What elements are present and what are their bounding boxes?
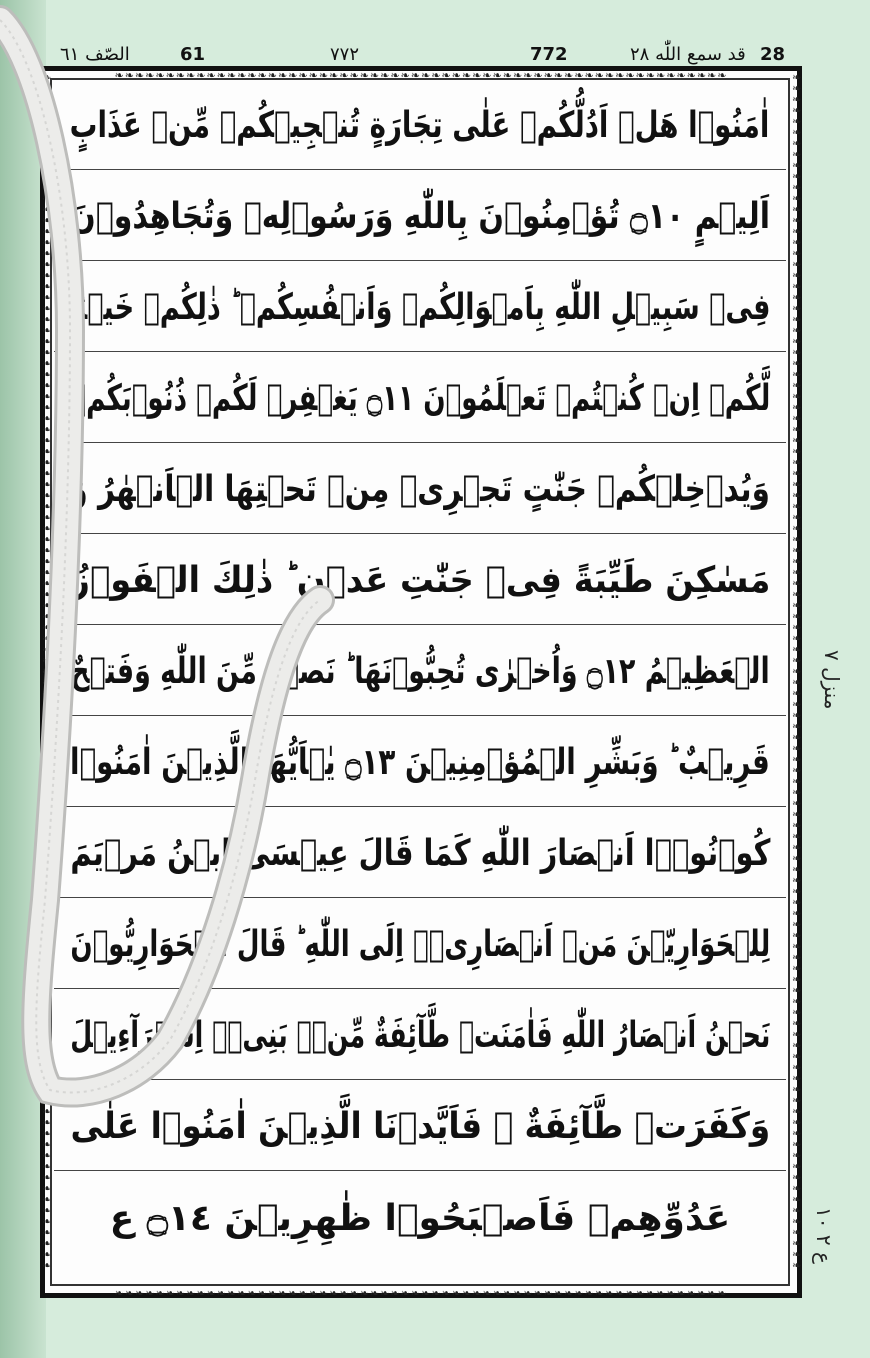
text-line (54, 264, 786, 352)
line-text: لِلۡحَوَارِيّٖنَ مَنۡ اَنۡصَارِىۡۤ اِلَى اللّٰهِ ؕ قَالَ الۡحَوَارِيُّوۡنَ (70, 924, 770, 965)
line-text: فِىۡ سَبِيۡلِ اللّٰهِ بِاَمۡوَالِكُمۡ وَاَنۡفُسِكُمۡ ؕ ذٰلِكُمۡ خَيۡرٌ (69, 287, 771, 328)
header-surah-name: الصّف ٦١ (60, 44, 130, 65)
line-text: قَرِيۡبٌ ؕ وَبَشِّرِ الۡمُؤۡمِنِيۡنَ ۝١٣ يٰۤاَيُّهَا الَّذِيۡنَ اٰمَنُوۡا (70, 742, 770, 783)
header-juz-name: قد سمع اللّٰه ٢٨ (630, 44, 746, 65)
manzil-marker: منزل ۷ (820, 650, 844, 710)
border-ornament-right: ❧❧❧❧❧❧❧❧❧❧❧❧❧❧❧❧❧❧❧❧❧❧❧❧❧❧❧❧❧❧❧❧❧❧❧❧❧❧❧❧❧❧❧❧❧❧❧❧❧❧❧❧❧❧❧❧❧❧❧❧❧❧❧❧❧❧❧❧❧❧❧❧❧❧❧❧❧❧❧❧❧❧❧❧❧❧❧❧❧❧❧❧❧❧❧❧❧❧❧❧❧❧❧❧❧❧❧❧❧ (792, 71, 802, 1272)
line-text: الۡعَظِيۡمُ ۝١٢ وَاُخۡرٰى تُحِبُّوۡنَهَا ؕ نَصۡرٌ مِّنَ اللّٰهِ وَفَتۡحٌ (70, 651, 770, 692)
border-ornament-top: ❧❧❧❧❧❧❧❧❧❧❧❧❧❧❧❧❧❧❧❧❧❧❧❧❧❧❧❧❧❧❧❧❧❧❧❧❧❧❧❧❧❧❧❧❧❧❧❧❧❧❧❧❧❧❧❧❧❧❧❧ (114, 69, 728, 82)
line-text: وَيُدۡخِلۡكُمۡ جَنّٰتٍ تَجۡرِىۡ مِنۡ تَحۡتِهَا الۡاَنۡهٰرُ وَ (69, 469, 771, 510)
ruku-marker: ع ۲ ۱۰ (812, 1206, 836, 1264)
text-line (54, 1083, 786, 1171)
line-text: اَلِيۡمٍ ۝١٠ تُؤۡمِنُوۡنَ بِاللّٰهِ وَرَسُوۡلِهٖ وَتُجَاهِدُوۡنَ (70, 196, 770, 237)
line-text: مَسٰكِنَ طَيِّبَةً فِىۡ جَنّٰتِ عَدۡنٍ ؕ ذٰلِكَ الۡفَوۡزُ (70, 560, 770, 601)
border-ornament-bottom: ❧❧❧❧❧❧❧❧❧❧❧❧❧❧❧❧❧❧❧❧❧❧❧❧❧❧❧❧❧❧❧❧❧❧❧❧❧❧❧❧❧❧❧❧❧❧❧❧❧❧❧❧❧❧❧❧❧❧❧❧ (114, 1287, 728, 1300)
header-surah-number: 61 (180, 44, 206, 65)
text-line (54, 810, 786, 898)
line-text: وَكَفَرَتۡ طَّآئِفَةٌ ۚ فَاَيَّدۡنَا الَّذِيۡنَ اٰمَنُوۡا عَلٰى (70, 1106, 770, 1147)
text-line (54, 173, 786, 261)
header-page-arabic: ۷۷۲ (330, 44, 360, 65)
header-page-number: 772 (530, 44, 568, 65)
text-line (54, 537, 786, 625)
text-line (54, 82, 786, 170)
line-text: كُوۡنُوۡۤا اَنۡصَارَ اللّٰهِ كَمَا قَالَ عِيۡسَى ابۡنُ مَرۡيَمَ (70, 833, 770, 874)
line-text: اٰمَنُوۡا هَلۡ اَدُلُّكُمۡ عَلٰى تِجَارَةٍ تُنۡجِيۡكُمۡ مِّنۡ عَذَابٍ (70, 105, 770, 146)
text-line (54, 628, 786, 716)
border-ornament-left: ❧❧❧❧❧❧❧❧❧❧❧❧❧❧❧❧❧❧❧❧❧❧❧❧❧❧❧❧❧❧❧❧❧❧❧❧❧❧❧❧❧❧❧❧❧❧❧❧❧❧❧❧❧❧❧❧❧❧❧❧❧❧❧❧❧❧❧❧❧❧❧❧❧❧❧❧❧❧❧❧❧❧❧❧❧❧❧❧❧❧❧❧❧❧❧❧❧❧❧❧❧❧❧❧❧❧❧❧❧ (42, 71, 52, 1272)
line-text: لَّكُمۡ اِنۡ كُنۡتُمۡ تَعۡلَمُوۡنَ ۝١١ يَغۡفِرۡ لَكُمۡ ذُنُوۡبَكُمۡ (70, 378, 770, 419)
text-line (54, 992, 786, 1080)
header-juz-number: 28 (760, 44, 786, 65)
text-line (54, 719, 786, 807)
text-block (54, 82, 786, 1284)
text-line (54, 901, 786, 989)
line-text: نَحۡنُ اَنۡصَارُ اللّٰهِ فَاٰمَنَتۡ طَّآئِفَةٌ مِّنۡۢ بَنِىۡۤ اِسۡرَآءِيۡلَ (69, 1015, 771, 1056)
text-line (54, 355, 786, 443)
line-text: عَدُوِّهِمۡ فَاَصۡبَحُوۡا ظٰهِرِيۡنَ ۝١٤ ع (109, 1197, 731, 1239)
text-line (54, 446, 786, 534)
text-line (54, 1174, 786, 1262)
